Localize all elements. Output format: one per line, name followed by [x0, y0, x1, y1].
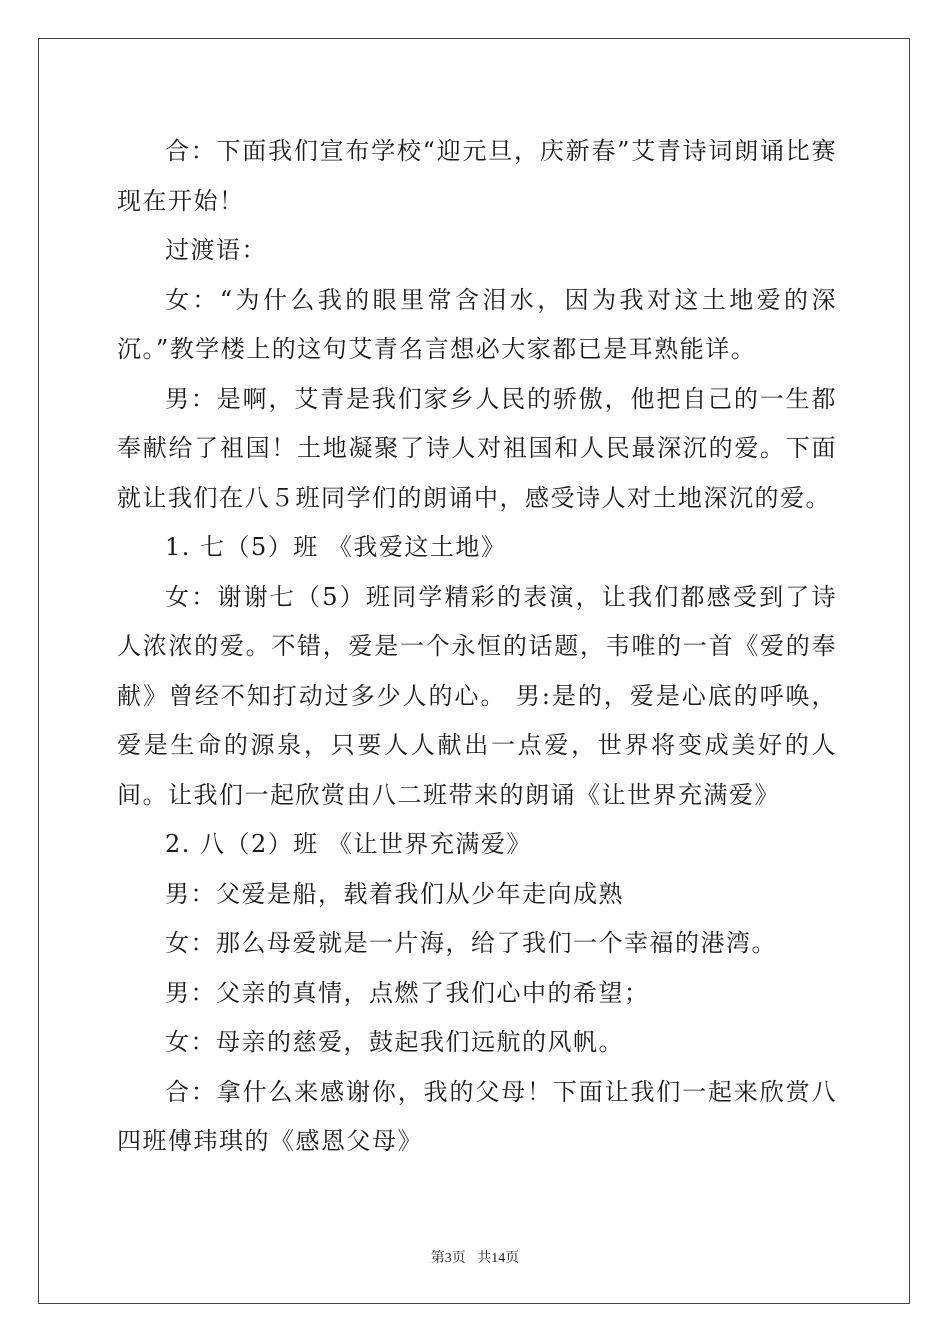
- paragraph-female-quote: 女：“为什么我的眼里常含泪水，因为我对这土地爱的深沉。”教学楼上的这句艾青名言想必大家都已是耳熟能详。: [117, 285, 837, 363]
- paragraph-transition-heading: 过渡语：: [165, 236, 267, 264]
- paragraph-closing: 合：拿什么来感谢你，我的父母！下面让我们一起来欣赏八四班傅玮琪的《感恩父母》: [117, 1077, 837, 1155]
- paragraph-male-response: 男：是啊，艾青是我们家乡人民的骄傲，他把自己的一生都奉献给了祖国！土地凝聚了诗人对祖国和人民最深沉的爱。下面就让我们在八５班同学们的朗诵中，感受诗人对土地深沉的爱。: [117, 384, 837, 512]
- paragraph-father-hope: 男：父亲的真情，点燃了我们心中的希望；: [165, 978, 650, 1007]
- page-number: 第3页: [430, 1251, 466, 1266]
- paragraph-opening: 合：下面我们宣布学校“迎元旦，庆新春”艾青诗词朗诵比赛现在开始！: [117, 137, 837, 215]
- program-item-2: 2. 八（2）班 《让世界充满爱》: [165, 830, 532, 858]
- paragraph-mother-sail: 女：母亲的慈爱，鼓起我们远航的风帆。: [165, 1028, 624, 1056]
- paragraph-mother-love: 女：那么母爱就是一片海，给了我们一个幸福的港湾。: [165, 929, 777, 957]
- document-body: [117, 127, 837, 1167]
- page-total: 共14页: [477, 1251, 520, 1266]
- page-footer: [0, 1247, 950, 1267]
- paragraph-father-love: 男：父爱是船，载着我们从少年走向成熟: [165, 879, 624, 908]
- paragraph-love-dialogue: 女：谢谢七（5）班同学精彩的表演，让我们都感受到了诗人浓浓的爱。不错，爱是一个永恒的话题，韦唯的一首《爱的奉献》曾经不知打动过多少人的心。 男:是的，爱是心底的呼唤，爱是生命的源泉，只要人人献出一点爱，世界将变成美好的人间。让我们一起欣赏由八二班带来的朗诵《让世界充满爱》: [117, 582, 837, 809]
- program-item-1: 1. 七（5）班 《我爱这土地》: [165, 533, 507, 561]
